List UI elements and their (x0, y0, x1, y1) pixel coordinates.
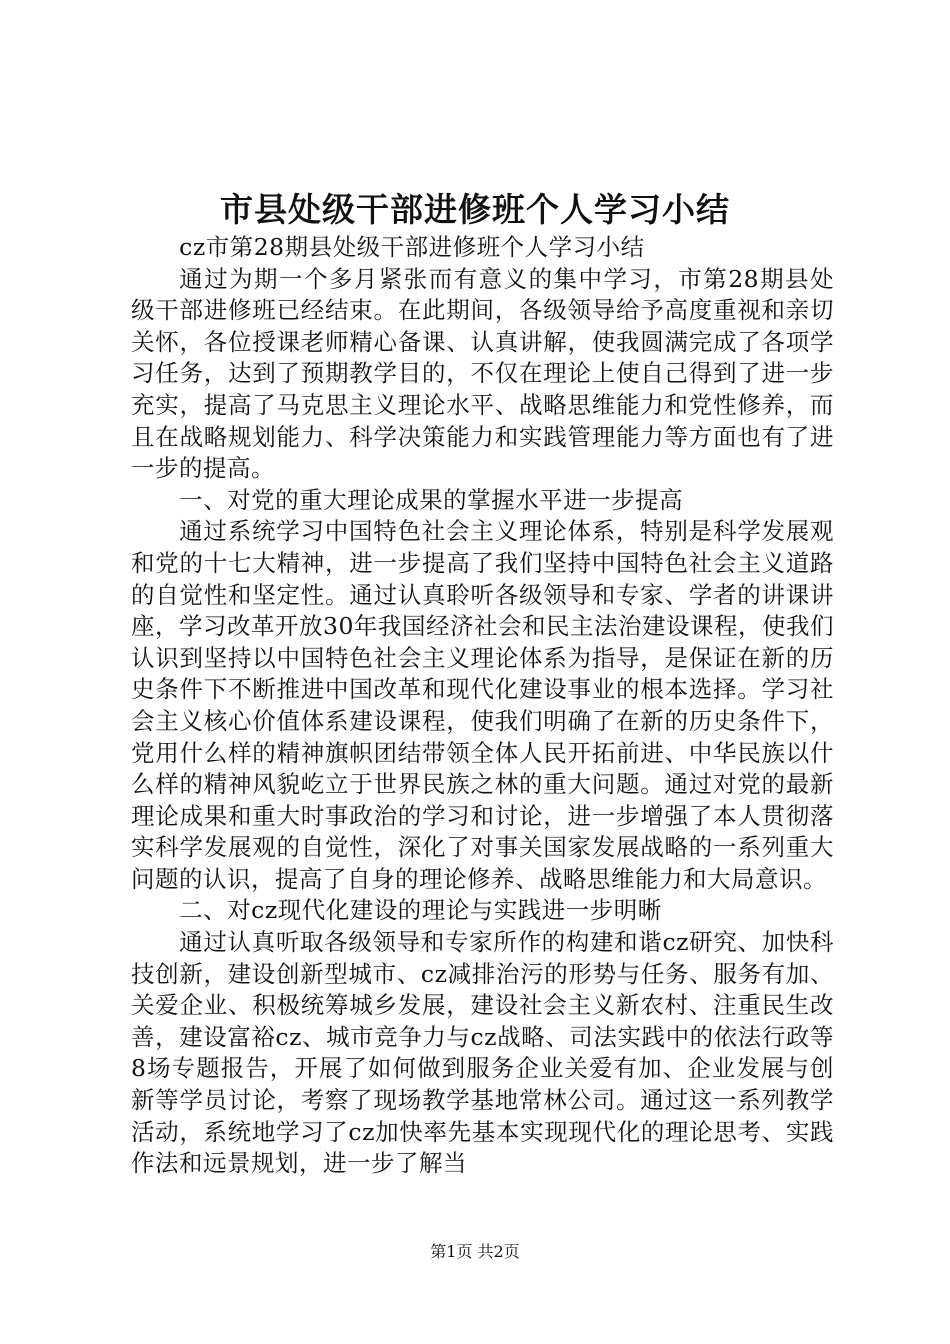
document-body (131, 232, 834, 1180)
section-heading-1: 一、对党的重大理论成果的掌握水平进一步提高 (179, 485, 684, 514)
paragraph-intro: 通过为期一个多月紧张而有意义的集中学习，市第28期县处级干部进修班已经结束。在此期间，各级领导给予高度重视和亲切关怀，各位授课老师精心备课、认真讲解，使我圆满完成了各项学习任务，达到了预期教学目的，不仅在理论上使自己得到了进一步充实，提高了马克思主义理论水平、战略思维能力和党性修养，而且在战略规划能力、科学决策能力和实践管理能力等方面也有了进一步的提高。 (131, 264, 834, 483)
paragraph-subtitle: cz市第28期县处级干部进修班个人学习小结 (179, 233, 645, 261)
paragraph-section-2: 通过认真听取各级领导和专家所作的构建和谐cz研究、加快科技创新，建设创新型城市、cz减排治污的形势与任务、服务有加、关爱企业、积极统筹城乡发展，建设社会主义新农村、注重民生改善，建设富裕cz、城市竞争力与cz战略、司法实践中的依法行政等8场专题报告，开展了如何做到服务企业关爱有加、企业发展与创新等学员讨论，考察了现场教学基地常林公司。通过这一系列教学活动，系统地学习了cz加快率先基本实现现代化的理论思考、实践作法和远景规划，进一步了解当 (131, 928, 834, 1178)
page-number-footer: 第1页 共2页 (430, 1242, 520, 1261)
paragraph-section-1: 通过系统学习中国特色社会主义理论体系，特别是科学发展观和党的十七大精神，进一步提高了我们坚持中国特色社会主义道路的自觉性和坚定性。通过认真聆听各级领导和专家、学者的讲课讲座，学习改革开放30年我国经济社会和民主法治建设课程，使我们认识到坚持以中国特色社会主义理论体系为指导，是保证在新的历史条件下不断推进中国改革和现代化建设事业的根本选择。学习社会主义核心价值体系建设课程，使我们明确了在新的历史条件下，党用什么样的精神旗帜团结带领全体人民开拓前进、中华民族以什么样的精神风貌屹立于世界民族之林的重大问题。通过对党的最新理论成果和重大时事政治的学习和讨论，进一步增强了本人贯彻落实科学发展观的自觉性，深化了对事关国家发展战略的一系列重大问题的认识，提高了自身的理论修养、战略思维能力和大局意识。 (131, 517, 834, 893)
section-heading-2: 二、对cz现代化建设的理论与实践进一步明晰 (179, 896, 662, 925)
document-title: 市县处级干部进修班个人学习小结 (220, 190, 730, 229)
